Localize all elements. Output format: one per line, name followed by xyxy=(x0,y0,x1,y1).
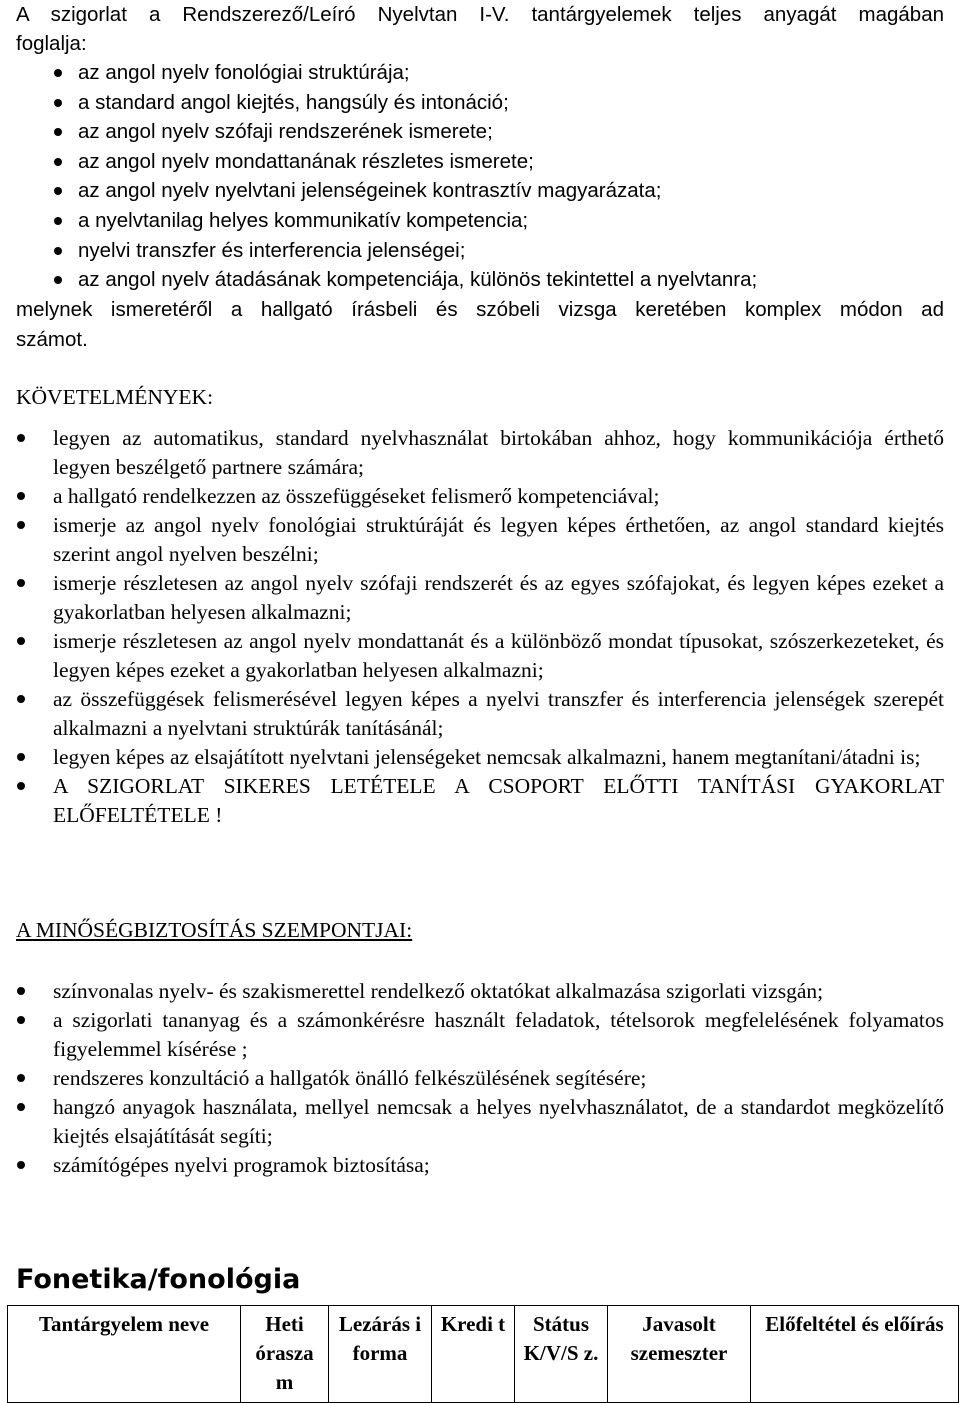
list-item-text: legyen az automatikus, standard nyelvhasználat birtokában ahhoz, hogy kommunikációja érthető legyen beszélgető partnere számára; xyxy=(53,426,944,479)
table-header-cell: Javasolt szemeszter xyxy=(608,1306,751,1403)
table-header-cell: Státus K/V/S z. xyxy=(515,1306,608,1403)
list-item xyxy=(0,424,944,482)
table-header-cell: Kredi t xyxy=(432,1306,515,1403)
list-item-text: ismerje az angol nyelv fonológiai struktúráját és legyen képes érthetően, az angol standard kiejtés szerint angol nyelven beszélni; xyxy=(53,513,944,566)
list-item-text: az összefüggések felismerésével legyen képes a nyelvi transzfer és interferencia jelenségek szerepét alkalmazni a nyelvtani struktúrák tanításánál; xyxy=(53,687,944,740)
list-item: nyelvi transzfer és interferencia jelenségei; xyxy=(0,236,757,266)
list-item xyxy=(0,627,944,685)
list-item: az angol nyelv nyelvtani jelenségeinek kontrasztív magyarázata; xyxy=(0,176,757,206)
list-item-text: a hallgató rendelkezzen az összefüggéseket felismerő kompetenciával; xyxy=(53,484,660,508)
section-title: Fonetika/fonológia xyxy=(16,1264,301,1295)
list-item xyxy=(0,772,944,830)
list-item xyxy=(0,1006,944,1064)
quality-list xyxy=(0,977,944,1180)
table-header-cell: Előfeltétel és előírás xyxy=(751,1306,959,1403)
intro-line-2: foglalja: xyxy=(16,32,87,55)
list-item-text: a szigorlati tananyag és a számonkérésre használt feladatok, tételsorok megfelelésének folyamatos figyelemmel kísérése ; xyxy=(53,1008,944,1061)
list-item-text: színvonalas nyelv- és szakismerettel rendelkező oktatókat alkalmazása szigorlati vizsgán; xyxy=(53,979,824,1003)
list-item-text: ismerje részletesen az angol nyelv szófaji rendszerét és az egyes szófajokat, és legyen képes ezeket a gyakorlatban helyesen alkalmazni; xyxy=(53,571,944,624)
list-item xyxy=(0,569,944,627)
list-item xyxy=(0,743,944,772)
list-item-text: ismerje részletesen az angol nyelv mondattanát és a különböző mondat típusokat, szószerkezeteket, és legyen képes ezeket a gyakorlatban helyesen alkalmazni; xyxy=(53,629,944,682)
quality-heading: A MINŐSÉGBIZTOSÍTÁS SZEMPONTJAI: xyxy=(16,918,413,942)
table-header-cell: Lezárás i forma xyxy=(329,1306,432,1403)
list-item: az angol nyelv fonológiai struktúrája; xyxy=(0,58,757,88)
list-item xyxy=(0,1064,944,1093)
outro-line-2: számot. xyxy=(16,328,88,351)
list-item xyxy=(0,482,944,511)
requirements-heading: KÖVETELMÉNYEK: xyxy=(16,385,214,409)
list-item xyxy=(0,511,944,569)
table-header-cell: Tantárgyelem neve xyxy=(8,1306,241,1403)
syllabus-list xyxy=(0,58,757,295)
list-item-text: legyen képes az elsajátított nyelvtani jelenségeket nemcsak alkalmazni, hanem megtanítani/átadni is; xyxy=(53,745,921,769)
list-item: a nyelvtanilag helyes kommunikatív kompetencia; xyxy=(0,206,757,236)
list-item xyxy=(0,977,944,1006)
list-item: a standard angol kiejtés, hangsúly és intonáció; xyxy=(0,88,757,118)
list-item-text: A SZIGORLAT SIKERES LETÉTELE A CSOPORT ELŐTTI TANÍTÁSI GYAKORLAT ELŐFELTÉTELE ! xyxy=(53,774,944,827)
course-table xyxy=(7,1305,959,1403)
table-header-cell: Heti órasza m xyxy=(241,1306,329,1403)
list-item: az angol nyelv szófaji rendszerének ismerete; xyxy=(0,117,757,147)
outro-line-1: melynek ismeretéről a hallgató írásbeli és szóbeli vizsga keretében komplex módon ad xyxy=(16,298,944,321)
list-item-text: rendszeres konzultáció a hallgatók önálló felkészülésének segítésére; xyxy=(53,1066,647,1090)
list-item xyxy=(0,1093,944,1151)
table-header-row xyxy=(8,1306,959,1403)
list-item xyxy=(0,1151,944,1180)
list-item: az angol nyelv átadásának kompetenciája, különös tekintettel a nyelvtanra; xyxy=(0,265,757,295)
list-item xyxy=(0,685,944,743)
list-item: az angol nyelv mondattanának részletes ismerete; xyxy=(0,147,757,177)
list-item-text: hangzó anyagok használata, mellyel nemcsak a helyes nyelvhasználatot, de a standardot megközelítő kiejtés elsajátítását segíti; xyxy=(53,1095,944,1148)
list-item-text: számítógépes nyelvi programok biztosítása; xyxy=(53,1153,430,1177)
intro-line-1: A szigorlat a Rendszerező/Leíró Nyelvtan I-V. tantárgyelemek teljes anyagát magában xyxy=(16,3,944,26)
requirements-list xyxy=(0,424,944,830)
